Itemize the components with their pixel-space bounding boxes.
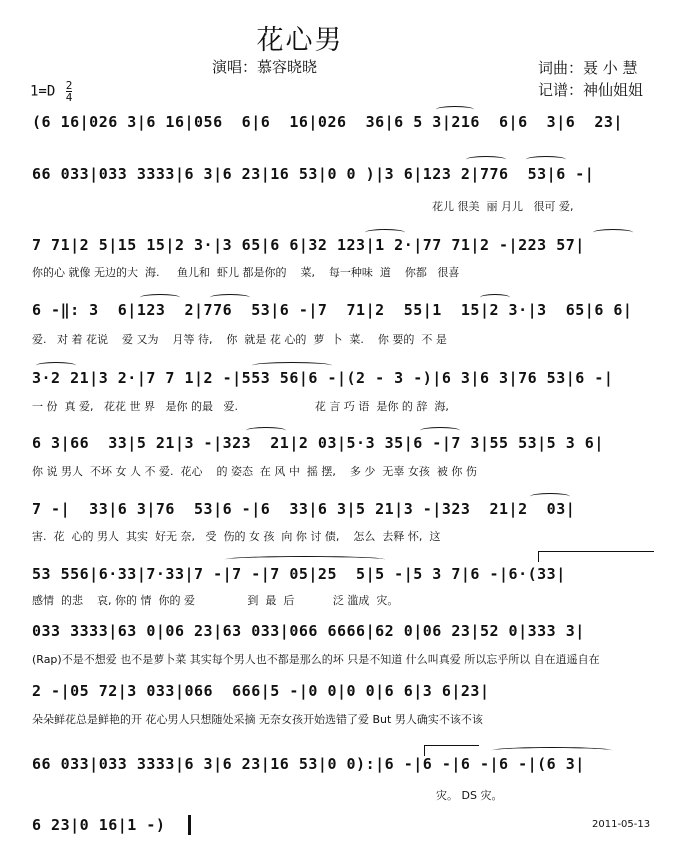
system-3-notes: 7 71|2 5|15 15|2 3·|3 65|6 6|32 123|1 2·|77 71|2 -|223 57| [32, 236, 585, 254]
slur [526, 156, 566, 163]
system-3-lyrics: 你的心 就像 无边的大 海. 鱼儿和 虾儿 都是你的 菜, 每一种味 道 你都 很喜 [32, 266, 460, 279]
system-2-lyrics: 花儿 很美 丽 月儿 很可 爱, [432, 200, 574, 213]
key-label: 1=D [30, 83, 56, 100]
system-9-lyrics: (Rap)不是不想爱 也不是萝卜菜 其实每个男人也不都是那么的坏 只是不知道 什么叫真爱 所以忘乎所以 自在逍遥自在 [32, 653, 600, 666]
song-title: 花心男 [256, 25, 344, 56]
slur [210, 294, 250, 301]
system-2-notes: 66 033|033 3333|6 3|6 23|16 53|0 0 )|3 6|123 2|776 53|6 -| [32, 165, 595, 183]
transcription-date: 2011-05-13 [592, 819, 651, 830]
system-6-notes: 6 3|66 33|5 21|3 -|323 21|2 03|5·3 35|6 -|7 3|55 53|5 3 6| [32, 434, 604, 452]
slur [140, 294, 180, 301]
singer-credit: 演唱：慕容晓晓 [212, 58, 318, 76]
system-5-lyrics: 一 份 真 爱, 花花 世 界 是你 的最 爱. 花 言 巧 语 是你 的 辞 海, [32, 400, 449, 413]
composer-credit: 词曲：聂 小 慧 [538, 59, 638, 77]
time-bottom: 4 [65, 91, 73, 104]
slur [225, 556, 385, 563]
system-11-lyrics: 灾。 DS 灾。 [436, 789, 503, 802]
system-4-notes: 6 -‖: 3 6|123 2|776 53|6 -|7 71|2 55|1 15|2 3·|3 65|6 6| [32, 301, 633, 319]
time-top: 2 [65, 79, 73, 92]
system-5-notes: 3·2 21|3 2·|7 7 1|2 -|553 56|6 -|(2 - 3 -)|6 3|6 3|76 53|6 -| [32, 369, 614, 387]
system-7-notes: 7 -| 33|6 3|76 53|6 -|6 33|6 3|5 21|3 -|323 21|2 03| [32, 500, 576, 518]
system-8-lyrics: 感情 的悲 哀, 你的 情 你的 爱 到 最 后 泛 滥成 灾。 [32, 594, 399, 607]
system-1-notes: (6 16|026 3|6 16|056 6|6 16|026 36|6 5 3|216 6|6 3|6 23| [32, 113, 623, 131]
system-7-lyrics: 害. 花 心的 男人 其实 好无 奈, 受 伤的 女 孩 向 你 讨 债, 怎么 去释 怀, 这 [32, 530, 441, 543]
slur [492, 747, 612, 754]
system-10-notes: 2 -|05 72|3 033|066 666|5 -|0 0|0 0|6 6|3 6|23| [32, 682, 490, 700]
slur [466, 156, 506, 163]
volta-bracket [424, 745, 479, 756]
slur [436, 106, 474, 113]
time-signature [66, 80, 73, 103]
system-10-lyrics: 朵朵鲜花总是鲜艳的开 花心男人只想随处采摘 无奈女孩开始选错了爱 But 男人确实不该不该 [32, 713, 483, 726]
slur [252, 362, 332, 369]
slur [530, 493, 570, 500]
slur [420, 427, 460, 434]
slur [36, 362, 76, 369]
key-signature [30, 80, 72, 103]
slur [246, 427, 286, 434]
system-9-notes: 033 3333|63 0|06 23|63 033|066 6666|62 0|06 23|52 0|333 3| [32, 622, 585, 640]
system-8-notes: 53 556|6·33|7·33|7 -|7 -|7 05|25 5|5 -|5 3 7|6 -|6·(33| [32, 565, 566, 583]
transcriber-credit: 记谱：神仙姐姐 [538, 81, 644, 99]
system-11-notes: 66 033|033 3333|6 3|6 23|16 53|0 0):|6 -|6 -|6 -|6 -|(6 3| [32, 755, 585, 773]
slur [365, 229, 405, 236]
system-4-lyrics: 爱. 对 着 花说 爱 又为 月等 待, 你 就是 花 心的 萝 卜 菜. 你 要的 不 是 [32, 333, 447, 346]
slur [480, 294, 510, 301]
final-barline [188, 815, 191, 835]
system-6-lyrics: 你 说 男人 不坏 女 人 不 爱. 花心 的 姿态 在 风 中 摇 摆, 多 少 无辜 女孩 被 你 伤 [32, 465, 477, 478]
volta-bracket [538, 551, 654, 562]
slur [593, 229, 633, 236]
system-12-notes: 6 23|0 16|1 -) [32, 816, 166, 834]
